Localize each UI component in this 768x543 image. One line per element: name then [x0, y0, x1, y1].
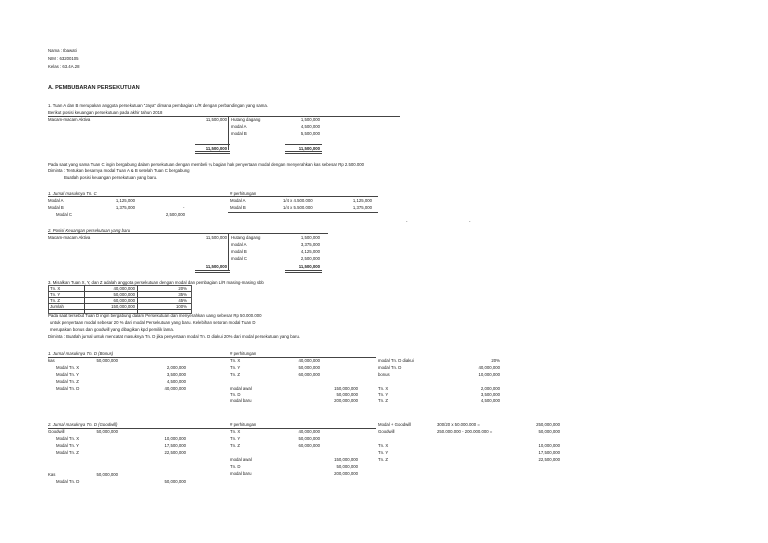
calc-row: Tn. D: [230, 392, 241, 397]
calc-row: 250,000,000: [536, 422, 560, 427]
calc-row: modal awal: [230, 386, 252, 391]
q1-left-label: Macam-macam Aktiva: [48, 117, 91, 122]
list-item: 2,500,000: [300, 256, 320, 261]
calc-row: 250.000.000 - 200.000.000 =: [437, 429, 493, 434]
q1-left-value: 11,500,000: [205, 117, 227, 122]
calc-row: 150,000,000: [334, 457, 358, 462]
list-item: 5,500,000: [300, 131, 320, 136]
q3-text2: untuk penyertaan modal sebesar 20 % dari modal Persekutuan yang baru. Kelebihan setoran modal Tuan D: [50, 320, 256, 325]
calc-row: 3,500,000: [480, 392, 500, 397]
calc-row: Tn. Z: [230, 443, 241, 448]
calc-row: Tn. Z: [378, 398, 389, 403]
calc-row: 50,000,000: [336, 464, 358, 469]
q3-text3: merupakan bonus dan goodwill yang dibagikan kpd pemilik lama.: [50, 327, 174, 332]
list-item: Hutang dagang: [231, 117, 261, 122]
journal-row: 3,500,000: [166, 372, 186, 377]
divider: [228, 233, 229, 271]
q1-p2-title: 2. Posisi Keuangan persekutuan yang baru: [48, 228, 131, 233]
table-cell: 60,000,000: [113, 298, 135, 303]
table-cell: 35%: [178, 292, 187, 297]
calc-row: Tn. Y: [230, 365, 241, 370]
calc-row: 60,000,000: [298, 372, 320, 377]
calc-row: 10,000,000: [538, 443, 560, 448]
calc-row: 1/4 x 5.500.000: [283, 205, 313, 210]
journal-row: Goodwill: [48, 429, 65, 434]
journal-row: Modal Tn. D: [56, 479, 80, 484]
q1-intro: 1. Tuan A dan B merupakan anggota persekutuan "Jaya" dimana pembagian L/R dengan perbandingan yang sama.: [48, 103, 268, 108]
divider: [48, 233, 328, 234]
calc-row: bonus: [378, 372, 390, 377]
divider: [285, 151, 322, 154]
calc-row: 50,000,000: [336, 392, 358, 397]
q1-p1-title: 1. Jumal masuknya Tn. C: [48, 191, 97, 196]
calc-row: 17,500,000: [538, 450, 560, 455]
list-item: modal C: [231, 256, 248, 261]
list-item: modal A: [231, 124, 247, 129]
q1-case: Pada saat yang sama Tuan C ingin bergabung dalam persekutuan dengan membeli ¼ bagian hak penyertaan modal dengan menyerahkan kas sebesar Rp 2.500.000: [48, 162, 365, 167]
table-cell: Tn. Y: [50, 292, 61, 297]
q1-sub: Berikut posisi keuangan persekutuan pada akhir tahun 2018: [48, 110, 163, 115]
calc-row: modal baru: [230, 398, 252, 403]
calc-row: modal Tn. D: [378, 365, 402, 370]
table-cell: Tn. X: [50, 286, 61, 291]
journal-row: Modal Tn. Y: [56, 372, 80, 377]
divider: [48, 196, 228, 197]
calc-row: 200,000,000: [334, 471, 358, 476]
divider: [285, 270, 322, 273]
q1-task2: Buatlah posisi keuangan persekutuan yang baru.: [64, 175, 158, 180]
calc-row: 40,000,000: [478, 365, 500, 370]
q1-new-total-right: 11,500,000: [298, 264, 320, 269]
journal-row: 50,000,000: [96, 472, 118, 477]
journal-row: Modal Tn. Z: [56, 379, 79, 384]
calc-row: Tn. X: [230, 429, 241, 434]
list-item: 4,125,000: [300, 249, 320, 254]
calc-title: # perhitungan: [230, 422, 257, 427]
dash: -: [183, 205, 185, 210]
q3-text4: Diminta : Buatlah jurnal untuk mencatat masuknya Tn. D jika penyertaan modal Tn. D diakui 20% dari modal persekutuan yang baru.: [48, 334, 301, 339]
calc-row: 150,000,000: [334, 386, 358, 391]
divider: [195, 270, 230, 273]
table-cell: Tn. Z: [50, 298, 61, 303]
calc-title: # perhitungan: [230, 351, 257, 356]
calc-row: modal awal: [230, 457, 252, 462]
journal-row: 10,000,000: [164, 436, 186, 441]
calc-row: 1/4 x 4.500.000: [283, 198, 313, 203]
calc-row: 1,125,000: [352, 198, 372, 203]
list-item: modal B: [231, 249, 247, 254]
dash: -: [406, 219, 408, 224]
calc-row: 1,375,000: [352, 205, 372, 210]
calc-title: # perhitungan: [230, 191, 257, 196]
journal-row: 17,500,000: [164, 443, 186, 448]
student-name: Nama : Ibawati: [48, 48, 77, 53]
list-item: modal B: [231, 131, 247, 136]
list-item: modal A: [231, 242, 247, 247]
calc-row: 4,500,000: [480, 398, 500, 403]
journal-row: Modal Tn. X: [56, 436, 80, 441]
section-title: A. PEMBUBARAN PERSEKUTUAN: [48, 85, 140, 91]
q1-new-total-left: 11,500,000: [205, 264, 227, 269]
calc-row: 22,500,000: [538, 457, 560, 462]
list-item: 4,500,000: [300, 124, 320, 129]
divider: [195, 144, 230, 145]
calc-row: 40,000,000: [298, 429, 320, 434]
journal-row: 1,375,000: [115, 205, 135, 210]
journal-row: 40,000,000: [164, 386, 186, 391]
calc-row: Tn. Z: [378, 457, 389, 462]
goodwill-title: 2. Jurnal masuknya Tn. D (Goodwill): [48, 422, 118, 427]
divider: [228, 212, 378, 213]
journal-row: Modal A: [48, 198, 64, 203]
journal-row: 50,000,000: [96, 358, 118, 363]
table-cell: 150,000,000: [111, 304, 135, 309]
q3-text1: Pada saat tersebut Tuan D ingin bergabung dalam Persekutuan dan menyerahkan uang sebesar Rp 50.000.000: [48, 313, 262, 318]
table-cell: 20%: [178, 286, 187, 291]
list-item: 1,500,000: [300, 117, 320, 122]
q1-total-right: 11,500,000: [298, 146, 320, 151]
q1-task1: Diminta : Tentukan besarnya modal Tuan A & B setelah Tuan C bergabung: [48, 168, 190, 173]
calc-row: 40,000,000: [298, 358, 320, 363]
journal-row: 50,000,000: [96, 429, 118, 434]
calc-row: 10,000,000: [478, 372, 500, 377]
calc-row: modal baru: [230, 471, 252, 476]
table-cell: 100%: [176, 304, 187, 309]
journal-row: Modal B: [48, 205, 64, 210]
calc-row: 2,000,000: [480, 386, 500, 391]
journal-row: kas: [48, 358, 55, 363]
calc-row: Tn. X: [378, 443, 389, 448]
calc-row: Modal + Goodwill: [378, 422, 412, 427]
journal-row: Modal Tn. Y: [56, 443, 80, 448]
table-cell: 50,000,000: [113, 292, 135, 297]
table-cell: 45%: [178, 298, 187, 303]
student-class: Kelas : 63.4A.28: [48, 64, 80, 69]
calc-row: Tn. Y: [378, 450, 389, 455]
journal-row: Modal Tn. X: [56, 365, 80, 370]
journal-row: Modal C: [56, 212, 73, 217]
calc-row: 20%: [491, 358, 500, 363]
calc-row: Goodwill: [378, 429, 395, 434]
calc-row: Tn. Z: [230, 372, 241, 377]
calc-row: Modal B: [230, 205, 246, 210]
q3-intro: 3. Misalkan Tuan X, Y, dan Z adalah anggota persekutuan dengan modal dan pembagian L/R masing-masing sbb: [48, 280, 264, 285]
calc-row: Tn. X: [230, 358, 241, 363]
divider: [48, 309, 191, 310]
journal-row: Modal Tn. Z: [56, 450, 79, 455]
divider: [195, 151, 230, 154]
bonus-title: 1. Jurnal masuknya Tn. D (Bonus): [48, 351, 114, 356]
calc-row: Tn. X: [378, 386, 389, 391]
calc-row: 50,000,000: [298, 436, 320, 441]
journal-row: 50,000,000: [164, 479, 186, 484]
calc-row: Modal A: [230, 198, 246, 203]
journal-row: Kas: [48, 472, 56, 477]
student-nim: NIM : 63200105: [48, 56, 79, 61]
calc-row: modal Tn. D diakui: [378, 358, 414, 363]
journal-row: 1,125,000: [115, 198, 135, 203]
divider: [228, 196, 378, 197]
calc-row: 300/20 x 50.000.000 =: [437, 422, 480, 427]
calc-row: Tn. D: [230, 464, 241, 469]
calc-row: 50,000,000: [538, 429, 560, 434]
dash: -: [469, 219, 471, 224]
calc-row: 50,000,000: [298, 365, 320, 370]
table-cell: 40,000,000: [113, 286, 135, 291]
q1-new-left-value: 11,500,000: [205, 235, 227, 240]
table-cell: Jumlah: [50, 304, 64, 309]
list-item: Hutang dagang: [231, 235, 261, 240]
q1-total-left: 11,500,000: [205, 146, 227, 151]
calc-row: Tn. Y: [378, 392, 389, 397]
list-item: 3,375,000: [300, 242, 320, 247]
list-item: 1,500,000: [300, 235, 320, 240]
calc-row: Tn. Y: [230, 436, 241, 441]
calc-row: 60,000,000: [298, 443, 320, 448]
journal-row: 4,500,000: [166, 379, 186, 384]
divider: [285, 144, 322, 145]
q1-new-left-label: Macam-macam Aktiva: [48, 235, 91, 240]
journal-row: 2,000,000: [166, 365, 186, 370]
calc-row: 200,000,000: [334, 398, 358, 403]
journal-row: 2,500,000: [165, 212, 185, 217]
journal-row: Modal Tn. D: [56, 386, 80, 391]
journal-row: 22,500,000: [164, 450, 186, 455]
